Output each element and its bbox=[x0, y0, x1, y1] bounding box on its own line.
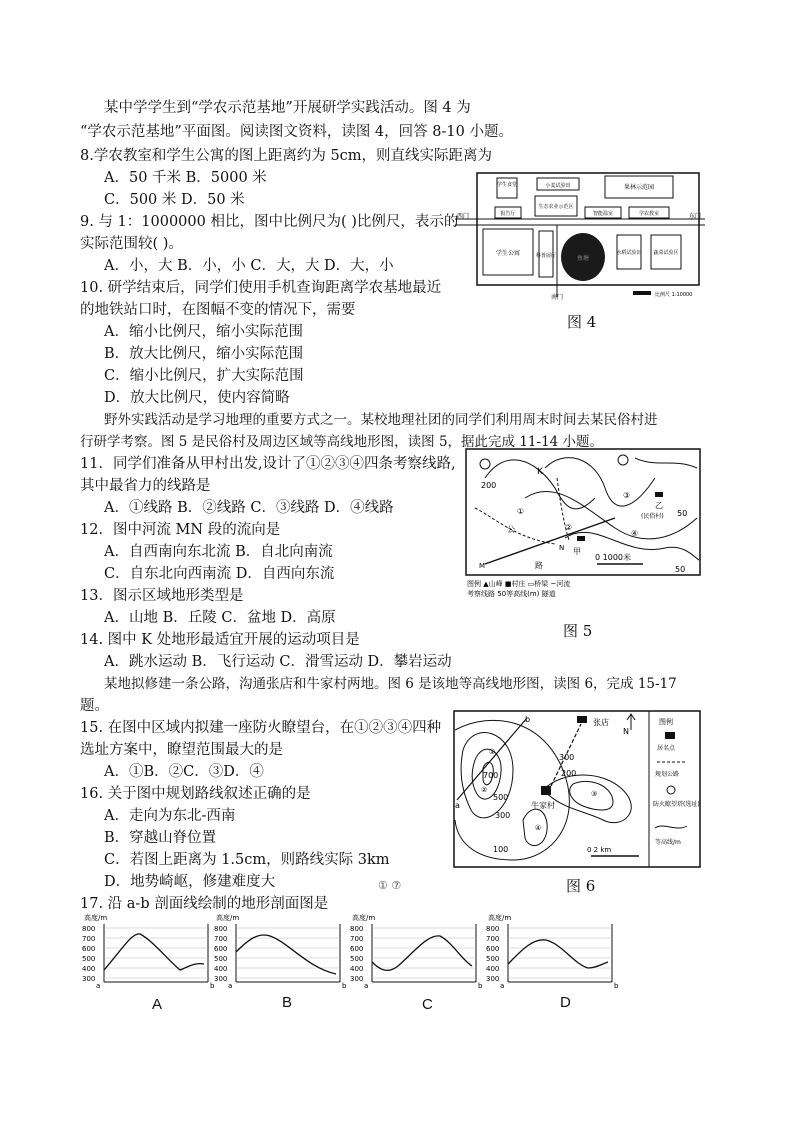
profile-label-c: C bbox=[422, 996, 433, 1013]
room-label: 鱼塘 bbox=[576, 255, 590, 262]
profile-tick: 300 bbox=[82, 975, 96, 983]
intro-line: 行研学考察。图 5 是民俗村及周边区域等高线地形图，读图 5，据此完成 11-14 小题。 bbox=[80, 434, 604, 450]
place-label: 牛家村 bbox=[531, 801, 555, 810]
figure-4-floor-plan bbox=[455, 165, 705, 305]
legend-row: 考察线路 50等高线(m) 隧道 bbox=[467, 590, 556, 598]
contour-label: 300 bbox=[495, 811, 511, 820]
profile-curve bbox=[104, 934, 204, 970]
question-stem: 14. 图中 K 处地形最适宜开展的运动项目是 bbox=[80, 632, 360, 648]
profile-chart bbox=[82, 913, 215, 990]
profile-tick: 600 bbox=[82, 945, 96, 953]
profile-curve bbox=[508, 940, 608, 968]
profile-tick: 800 bbox=[214, 925, 228, 933]
profile-end-b: b bbox=[525, 715, 531, 724]
profile-chart bbox=[214, 913, 347, 990]
option-row: D．地势崎岖，修建难度大 bbox=[104, 874, 276, 890]
profile-tick: 400 bbox=[486, 965, 500, 973]
legend-item: 居名点 bbox=[657, 745, 676, 752]
tower-site: ① bbox=[489, 748, 496, 756]
profile-label-b: B bbox=[282, 994, 293, 1011]
profile-tick: 600 bbox=[214, 945, 228, 953]
intro-line: 某地拟修建一条公路，沟通张店和牛家村两地。图 6 是该地等高线地形图，读图 6，完成 15-17 bbox=[104, 676, 677, 692]
profile-ylabel: 高度/m bbox=[352, 914, 376, 922]
question-stem: 10. 研学结束后，同学们使用手机查询距离学农基地最近 bbox=[80, 280, 442, 296]
room-label: 小麦试验田 bbox=[545, 183, 571, 189]
profile-tick: 600 bbox=[486, 945, 500, 953]
profile-end-a: a bbox=[455, 801, 460, 810]
stray-marks: ① ⑦ bbox=[378, 879, 402, 892]
profile-end-b: b bbox=[478, 982, 483, 990]
question-stem: 选址方案中，瞭望范围最大的是 bbox=[80, 742, 283, 758]
figure-6-caption: 图 6 bbox=[566, 877, 596, 895]
map-marker: K bbox=[537, 467, 543, 477]
profile-tick: 400 bbox=[82, 965, 96, 973]
profile-tick: 300 bbox=[486, 975, 500, 983]
profile-end-a: a bbox=[96, 982, 101, 990]
contour-label: 100 bbox=[493, 845, 509, 854]
option-row: C．自东北向西南流 D．自西向东流 bbox=[104, 566, 335, 582]
profile-end-a: a bbox=[364, 982, 369, 990]
contour-label: 500 bbox=[493, 793, 509, 802]
option-row: A．跳水运动 B．飞行运动 C．滑雪运动 D．攀岩运动 bbox=[104, 654, 452, 670]
contour-label: 300 bbox=[559, 753, 575, 762]
profile-options bbox=[80, 912, 720, 992]
question-stem: 9. 与 1：1000000 相比，图中比例尺为( )比例尺，表示的 bbox=[80, 214, 459, 230]
question-stem: 16. 关于图中规划路线叙述正确的是 bbox=[80, 786, 311, 802]
question-stem: 11．同学们准备从甲村出发,设计了①②③④四条考察线路, bbox=[80, 456, 456, 472]
route-number: ④ bbox=[631, 529, 639, 538]
profile-end-a: a bbox=[500, 982, 505, 990]
question-stem: 13．图示区域地形类型是 bbox=[80, 588, 244, 604]
option-row: A．自西南向东北流 B．自北向南流 bbox=[104, 544, 333, 560]
option-row: A．50 千米 B．5000 米 bbox=[104, 170, 267, 186]
intro-line: “学农示范基地”平面图。阅读图文资料，读图 4，回答 8-10 小题。 bbox=[80, 124, 513, 140]
map-marker: 乙 bbox=[655, 501, 663, 510]
question-stem: 15. 在图中区域内拟建一座防火瞭望台，在①②③④四种 bbox=[80, 720, 442, 736]
map-marker: 甲 bbox=[573, 547, 581, 556]
profile-tick: 500 bbox=[214, 955, 228, 963]
option-row: A．走向为东北-西南 bbox=[104, 808, 236, 824]
option-row: A．①线路 B．②线路 C．③线路 D．④线路 bbox=[104, 500, 394, 516]
option-row: A．小，大 B．小，小 C．大，大 D．大，小 bbox=[104, 258, 394, 274]
map-marker: (民俗村) bbox=[641, 513, 664, 520]
profile-tick: 700 bbox=[486, 935, 500, 943]
profile-tick: 800 bbox=[350, 925, 364, 933]
room-label: 科普展厅 bbox=[535, 253, 557, 259]
tower-site: ④ bbox=[535, 824, 542, 832]
option-row: A．缩小比例尺，缩小实际范围 bbox=[104, 324, 303, 340]
profile-tick: 400 bbox=[214, 965, 228, 973]
legend-row: 图例 ▲山峰 ■村庄 ▭桥梁 ~河流 bbox=[467, 580, 571, 588]
profile-tick: 500 bbox=[82, 955, 96, 963]
intro-line: 某中学学生到“学农示范基地”开展研学实践活动。图 4 为 bbox=[104, 100, 471, 116]
option-row: B．穿越山脊位置 bbox=[104, 830, 217, 846]
legend-item: 防火瞭望塔(选址) bbox=[653, 801, 700, 808]
contour-label: 50 bbox=[677, 509, 688, 518]
profile-tick: 300 bbox=[214, 975, 228, 983]
south-gate-label: 南门 bbox=[551, 294, 564, 301]
room-label: 生态农业示范区 bbox=[538, 204, 574, 210]
legend-title: 图例 bbox=[659, 718, 673, 726]
option-row: C．500 米 D．50 米 bbox=[104, 192, 245, 208]
profile-chart bbox=[486, 913, 619, 990]
profile-tick: 800 bbox=[82, 925, 96, 933]
east-gate-label: 东门 bbox=[689, 213, 702, 220]
tower-site: ② bbox=[481, 786, 488, 794]
question-stem: 17. 沿 a-b 剖面线绘制的地形剖面图是 bbox=[80, 896, 329, 912]
place-label: 张店 bbox=[593, 718, 609, 727]
scale-label: 0 2 km bbox=[587, 846, 612, 854]
legend-item: 规划公路 bbox=[655, 771, 680, 778]
profile-curve bbox=[372, 936, 472, 971]
north-arrow: N bbox=[623, 727, 629, 736]
room-label: 学生公寓 bbox=[495, 250, 521, 257]
legend-item: 等高线/m bbox=[655, 839, 681, 846]
route-number: ① bbox=[517, 507, 525, 516]
profile-tick: 500 bbox=[486, 955, 500, 963]
figure-4-caption: 图 4 bbox=[567, 313, 597, 331]
option-row: A．①B．②C．③D．④ bbox=[104, 764, 264, 780]
route-number: ③ bbox=[623, 491, 631, 500]
profile-end-b: b bbox=[614, 982, 619, 990]
contour-label: 200 bbox=[481, 481, 497, 490]
room-label: 智能温室 bbox=[592, 211, 614, 217]
figure-5-contour-map bbox=[465, 448, 701, 598]
profile-chart bbox=[350, 913, 483, 990]
figure-5-caption: 图 5 bbox=[563, 622, 593, 640]
profile-tick: 700 bbox=[350, 935, 364, 943]
map-marker: 公 bbox=[507, 525, 515, 534]
profile-tick: 600 bbox=[350, 945, 364, 953]
profile-ylabel: 高度/m bbox=[488, 914, 512, 922]
option-row: C．若图上距离为 1.5cm，则路线实际 3km bbox=[104, 852, 390, 868]
figure-6-contour-map bbox=[453, 710, 701, 870]
room-label: 报告厅 bbox=[500, 211, 516, 217]
scale-label: 0 1000米 bbox=[595, 553, 631, 562]
question-stem: 12．图中河流 MN 段的流向是 bbox=[80, 522, 281, 538]
profile-end-b: b bbox=[210, 982, 215, 990]
map-marker: 路 bbox=[535, 561, 543, 570]
profile-tick: 800 bbox=[486, 925, 500, 933]
map-marker: M bbox=[479, 562, 486, 570]
question-stem: 实际范围较( )。 bbox=[80, 236, 183, 252]
profile-tick: 500 bbox=[350, 955, 364, 963]
scale-label: 比例尺 1:10000 bbox=[655, 292, 693, 298]
route-number: ② bbox=[565, 523, 573, 532]
option-row: C．缩小比例尺，扩大实际范围 bbox=[104, 368, 304, 384]
question-stem: 8.学农教室和学生公寓的图上距离约为 5cm，则直线实际距离为 bbox=[80, 148, 493, 164]
contour-label: 50 bbox=[675, 565, 686, 574]
intro-line: 题。 bbox=[80, 698, 109, 714]
profile-ylabel: 高度/m bbox=[216, 914, 240, 922]
contour-label: 700 bbox=[483, 771, 499, 780]
option-row: D．放大比例尺，使内容简略 bbox=[104, 390, 290, 406]
profile-tick: 300 bbox=[350, 975, 364, 983]
option-row: B．放大比例尺，缩小实际范围 bbox=[104, 346, 304, 362]
map-marker: N bbox=[559, 544, 565, 552]
profile-tick: 700 bbox=[214, 935, 228, 943]
room-label: 学农教室 bbox=[638, 211, 660, 217]
profile-ylabel: 高度/m bbox=[84, 914, 108, 922]
question-stem: 其中最省力的线路是 bbox=[80, 478, 211, 494]
profile-label-a: A bbox=[152, 996, 163, 1013]
room-label: 水稻试验田 bbox=[616, 250, 642, 256]
west-gate-label: 西门 bbox=[457, 213, 470, 220]
room-label: 蔬菜试验区 bbox=[653, 250, 679, 256]
intro-line: 野外实践活动是学习地理的重要方式之一。某校地理社团的同学们利用周末时间去某民俗村进 bbox=[104, 412, 658, 428]
profile-end-b: b bbox=[342, 982, 347, 990]
profile-tick: 400 bbox=[350, 965, 364, 973]
profile-end-a: a bbox=[228, 982, 233, 990]
room-label: 果林示范园 bbox=[623, 184, 655, 191]
profile-label-d: D bbox=[560, 994, 571, 1011]
tower-site: ③ bbox=[591, 790, 598, 798]
question-stem: 的地铁站口时，在图幅不变的情况下，需要 bbox=[80, 302, 356, 318]
contour-label: 200 bbox=[561, 769, 577, 778]
option-row: A．山地 B．丘陵 C．盆地 D．高原 bbox=[104, 610, 336, 626]
profile-tick: 700 bbox=[82, 935, 96, 943]
room-label: 学生食堂 bbox=[496, 182, 518, 188]
